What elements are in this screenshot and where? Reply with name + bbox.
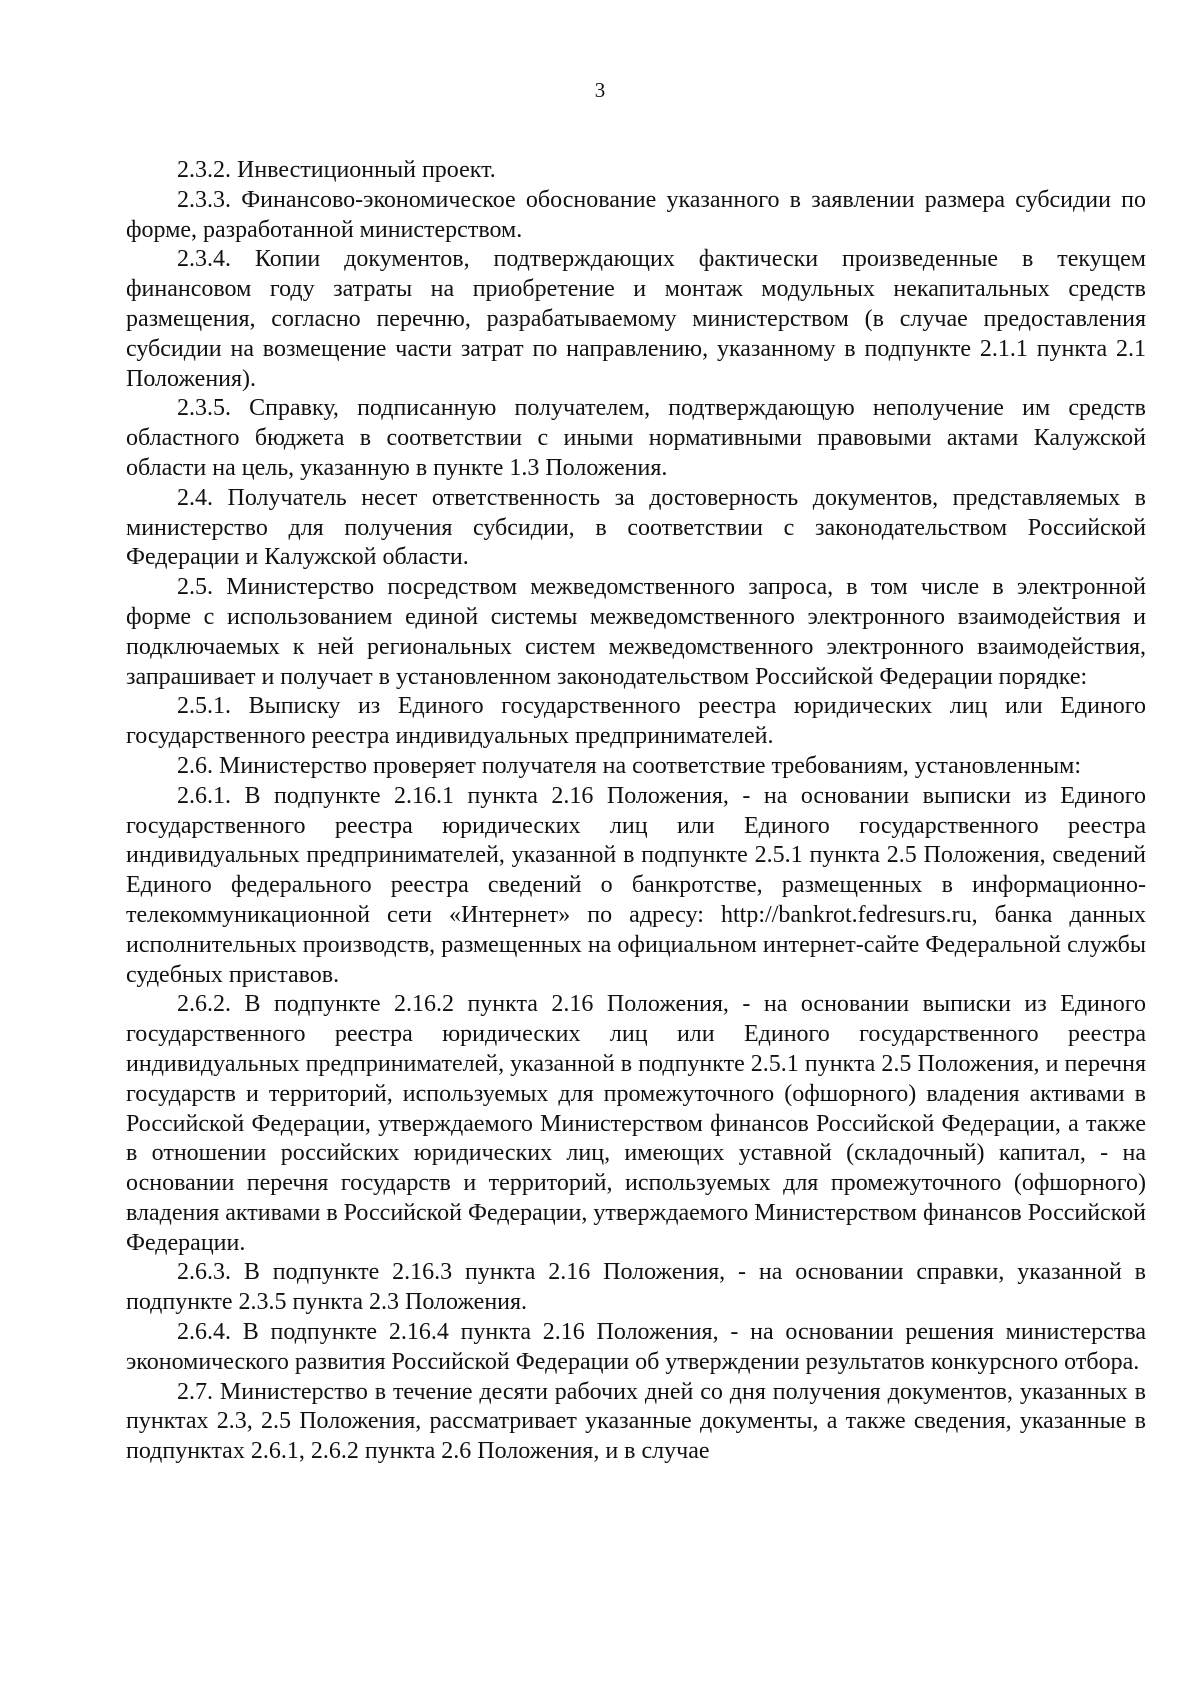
paragraph-2-5: 2.5. Министерство посредством межведомственного запроса, в том числе в электронной форме с использованием единой системы межведомственного электронного взаимодействия и подключаемых к ней региональных систем межведомственного электронного взаимодействия, запрашивает и получает в установленном законодательством Российской Федерации порядке:	[126, 574, 1146, 690]
paragraph-2-6-3: 2.6.3. В подпункте 2.16.3 пункта 2.16 Положения, - на основании справки, указанной в подпункте 2.3.5 пункта 2.3 Положения.	[126, 1259, 1146, 1316]
paragraph-2-4: 2.4. Получатель несет ответственность за достоверность документов, представляемых в министерство для получения субсидии, в соответствии с законодательством Российской Федерации и Калужской области.	[126, 484, 1146, 571]
paragraph-2-6-2: 2.6.2. В подпункте 2.16.2 пункта 2.16 Положения, - на основании выписки из Единого государственного реестра юридических лиц или Единого государственного реестра индивидуальных предпринимателей, указанной в подпункте 2.5.1 пункта 2.5 Положения, и перечня государств и территорий, используемых для промежуточного (офшорного) владения активами в Российской Федерации, утверждаемого Министерством финансов Российской Федерации, а также в отношении российских юридических лиц, имеющих уставной (складочный) капитал, - на основании перечня государств и территорий, используемых для промежуточного (офшорного) владения активами в Российской Федерации, утверждаемого Министерством финансов Российской Федерации.	[126, 991, 1146, 1256]
paragraph-2-3-3: 2.3.3. Финансово-экономическое обоснование указанного в заявлении размера субсидии по форме, разработанной министерством.	[126, 186, 1146, 243]
document-body	[126, 156, 1146, 1467]
paragraph-2-6-1: 2.6.1. В подпункте 2.16.1 пункта 2.16 Положения, - на основании выписки из Единого государственного реестра юридических лиц или Единого государственного реестра индивидуальных предпринимателей, указанной в подпункте 2.5.1 пункта 2.5 Положения, сведений Единого федерального реестра сведений о банкротстве, размещенных в информационно-телекоммуникационной сети «Интернет» по адресу: http://bankrot.fedresurs.ru, банка данных исполнительных производств, размещенных на официальном интернет-сайте Федеральной службы судебных приставов.	[126, 782, 1146, 988]
paragraph-2-6-4: 2.6.4. В подпункте 2.16.4 пункта 2.16 Положения, - на основании решения министерства экономического развития Российской Федерации об утверждении результатов конкурсного отбора.	[126, 1319, 1146, 1375]
paragraph-2-3-2: 2.3.2. Инвестиционный проект.	[177, 157, 496, 183]
paragraph-2-3-5: 2.3.5. Справку, подписанную получателем, подтверждающую неполучение им средств областного бюджета в соответствии с иными нормативными правовыми актами Калужской области на цель, указанную в пункте 1.3 Положения.	[126, 395, 1146, 481]
paragraph-2-7: 2.7. Министерство в течение десяти рабочих дней со дня получения документов, указанных в пунктах 2.3, 2.5 Положения, рассматривает указанные документы, а также сведения, указанные в подпунктах 2.6.1, 2.6.2 пункта 2.6 Положения, и в случае	[126, 1378, 1146, 1465]
paragraph-2-3-4: 2.3.4. Копии документов, подтверждающих фактически произведенные в текущем финансовом году затраты на приобретение и монтаж модульных некапитальных средств размещения, согласно перечню, разрабатываемому министерством (в случае предоставления субсидии на возмещение части затрат по направлению, указанному в подпункте 2.1.1 пункта 2.1 Положения).	[126, 246, 1146, 392]
page-number: 3	[594, 78, 606, 102]
paragraph-2-6: 2.6. Министерство проверяет получателя на соответствие требованиям, установленным:	[177, 752, 1081, 779]
paragraph-2-5-1: 2.5.1. Выписку из Единого государственного реестра юридических лиц или Единого государственного реестра индивидуальных предпринимателей.	[126, 693, 1146, 750]
